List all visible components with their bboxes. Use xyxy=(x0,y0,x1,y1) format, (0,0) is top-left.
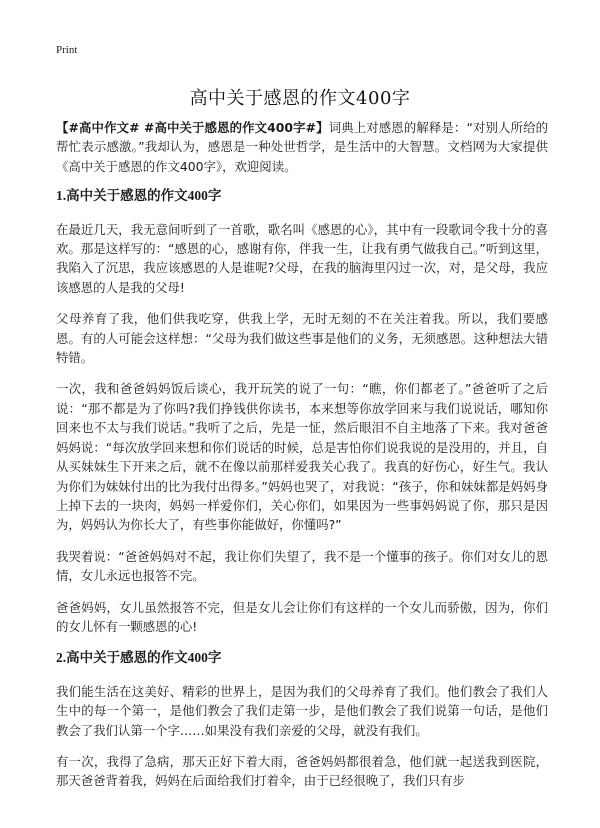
intro-tag: 【#高中作文# #高中关于感恩的作文400字#】 xyxy=(56,120,329,135)
section-heading-2: 2.高中关于感恩的作文400字 xyxy=(56,650,222,666)
print-label: Print xyxy=(56,44,78,56)
paragraph: 爸爸妈妈，女儿虽然报答不完，但是女儿会让你们有这样的一个女儿而骄傲，因为，你们的女儿怀有一颗感恩的心! xyxy=(56,599,548,634)
page-title: 高中关于感恩的作文400字 xyxy=(189,88,411,109)
intro-paragraph xyxy=(56,118,548,176)
paragraph: 我哭着说：“爸爸妈妈对不起，我让你们失望了，我不是一个懂事的孩子。你们对女儿的恩情，女儿永远也报答不完。 xyxy=(56,548,548,584)
paragraph: 父母养育了我，他们供我吃穿，供我上学，无时无刻的不在关注着我。所以，我们要感恩。有的人可能会这样想：“父母为我们做这些事是他们的义务，无须感恩。这种想法大错特错。 xyxy=(56,311,548,366)
paragraph: 我们能生活在这美好、精彩的世界上，是因为我们的父母养育了我们。他们教会了我们人生中的每一个第一，是他们教会了我们走第一步，是他们教会了我们说第一句话，是他们教会了我们认第一个字……如果没有我们亲爱的父母，就没有我们。 xyxy=(56,683,548,738)
intro-text: 词典上对感恩的解释是：“对别人所给的帮忙表示感激。”我却认为，感恩是一种处世哲学，是生活中的大智慧。文档网为大家提供《高中关于感恩的作文400字》，欢迎阅读。 xyxy=(56,120,548,174)
paragraph: 在最近几天，我无意间听到了一首歌，歌名叫《感恩的心》，其中有一段歌词令我十分的喜欢。那是这样写的：“感恩的心，感谢有你，伴我一生，让我有勇气做我自己。”听到这里，我陷入了沉思，我应该感恩的人是谁呢?父母，在我的脑海里闪过一次，对，是父母，我应该感恩的人是我的父母! xyxy=(56,221,548,295)
paragraph: 一次，我和爸爸妈妈饭后谈心，我开玩笑的说了一句：“瞧，你们都老了。”爸爸听了之后说：“那不都是为了你吗?我们挣钱供你读书，本来想等你放学回来与我们说说话，哪知你回来也不太与我们说话。”我听了之后，先是一怔，然后眼泪不自主地落了下来。我对爸爸妈妈说：“每次放学回来想和你们说话的时候，总是害怕你们说我说的是没用的，并且，自从买妹妹生下开来之后，就不在像以前那样爱我关心我了。我真的好伤心，好生气。我认为你们为妹妹付出的比为我付出得多。”妈妈也哭了，对我说：“孩子，你和妹妹都是妈妈身上掉下去的一块肉，妈妈一样爱你们，关心你们，如果因为一些事妈妈说了你，那只是因为，妈妈认为你长大了，有些事你能做好，你懂吗?” xyxy=(56,381,548,533)
paragraph: 有一次，我得了急病，那天正好下着大雨，爸爸妈妈都很着急，他们就一起送我到医院，那天爸爸背着我，妈妈在后面给我们打着伞，由于已经很晚了，我们只有步 xyxy=(56,753,548,789)
article-body xyxy=(56,118,548,803)
section-heading-1: 1.高中关于感恩的作文400字 xyxy=(56,188,222,204)
